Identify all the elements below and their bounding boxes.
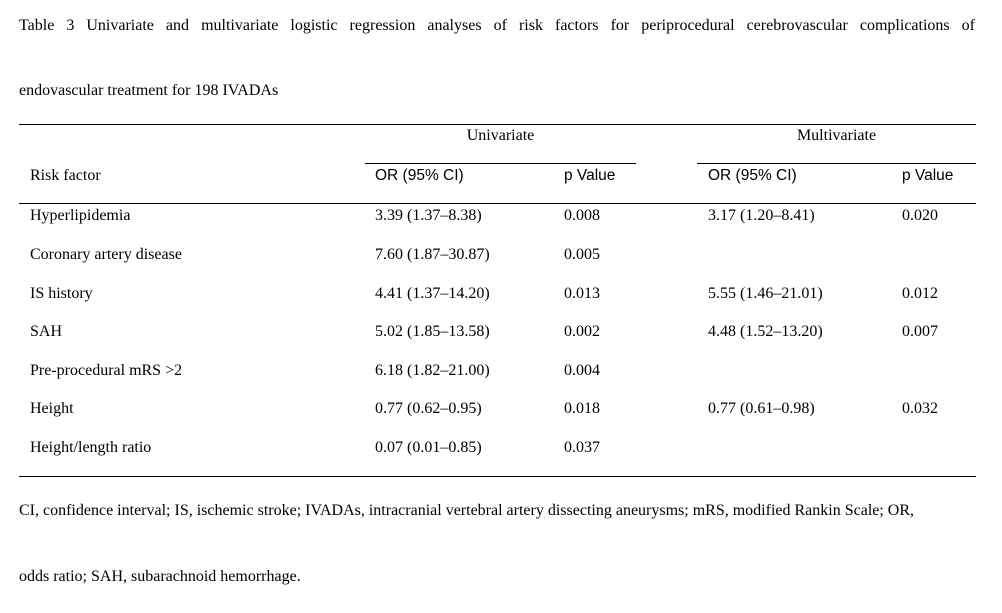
table-row-factor: Hyperlipidemia <box>30 207 131 224</box>
header-univariate-or: OR (95% CI) <box>375 167 464 184</box>
table-row-univariate-p: 0.004 <box>564 362 600 379</box>
header-multivariate-or: OR (95% CI) <box>708 167 797 184</box>
table-row-factor: Pre-procedural mRS >2 <box>30 362 183 379</box>
table-row-multivariate-p: 0.012 <box>902 285 938 302</box>
table-row-univariate-or: 3.39 (1.37–8.38) <box>375 207 482 224</box>
table-row-factor: IS history <box>30 285 93 302</box>
table-top-rule <box>19 124 976 125</box>
multivariate-group-header: Multivariate <box>796 127 877 144</box>
table-row-univariate-or: 7.60 (1.87–30.87) <box>375 246 490 263</box>
table-row-multivariate-p: 0.007 <box>902 323 938 340</box>
univariate-group-header: Univariate <box>466 127 535 144</box>
table-row-multivariate-p: 0.032 <box>902 400 938 417</box>
multivariate-group-rule <box>697 163 976 164</box>
table-row-univariate-p: 0.037 <box>564 439 600 456</box>
table-row-factor: Height <box>30 400 74 417</box>
table-row-univariate-p: 0.005 <box>564 246 600 263</box>
table-row-univariate-or: 0.77 (0.62–0.95) <box>375 400 482 417</box>
table-row-univariate-or: 4.41 (1.37–14.20) <box>375 285 490 302</box>
table-row-univariate-or: 6.18 (1.82–21.00) <box>375 362 490 379</box>
table-row-multivariate-or: 5.55 (1.46–21.01) <box>708 285 823 302</box>
table-row-univariate-or: 5.02 (1.85–13.58) <box>375 323 490 340</box>
table-row-univariate-or: 0.07 (0.01–0.85) <box>375 439 482 456</box>
header-risk-factor: Risk factor <box>30 167 101 184</box>
table-row-multivariate-p: 0.020 <box>902 207 938 224</box>
table-footnote-line-2: odds ratio; SAH, subarachnoid hemorrhage. <box>19 568 301 585</box>
table-bottom-rule <box>19 476 976 477</box>
table-row-factor: Coronary artery disease <box>30 246 182 263</box>
table-caption-line-1: Table 3 Univariate and multivariate logistic regression analyses of risk factors for periprocedural cerebrovascular complications of <box>19 17 975 34</box>
table-row-univariate-p: 0.013 <box>564 285 600 302</box>
table-row-multivariate-or: 3.17 (1.20–8.41) <box>708 207 815 224</box>
table-header-rule <box>19 203 976 204</box>
table-row-multivariate-or: 0.77 (0.61–0.98) <box>708 400 815 417</box>
table-caption-line-2: endovascular treatment for 198 IVADAs <box>19 82 279 99</box>
univariate-group-rule <box>365 163 636 164</box>
header-univariate-p: p Value <box>564 167 616 184</box>
table-row-multivariate-or: 4.48 (1.52–13.20) <box>708 323 823 340</box>
table-row-univariate-p: 0.008 <box>564 207 600 224</box>
table-footnote-line-1: CI, confidence interval; IS, ischemic stroke; IVADAs, intracranial vertebral artery dissecting aneurysms; mRS, modified Rankin Scale; OR, <box>19 502 915 519</box>
table-row-univariate-p: 0.018 <box>564 400 600 417</box>
table-row-factor: SAH <box>30 323 63 340</box>
header-multivariate-p: p Value <box>902 167 954 184</box>
table-row-factor: Height/length ratio <box>30 439 152 456</box>
table-row-univariate-p: 0.002 <box>564 323 600 340</box>
